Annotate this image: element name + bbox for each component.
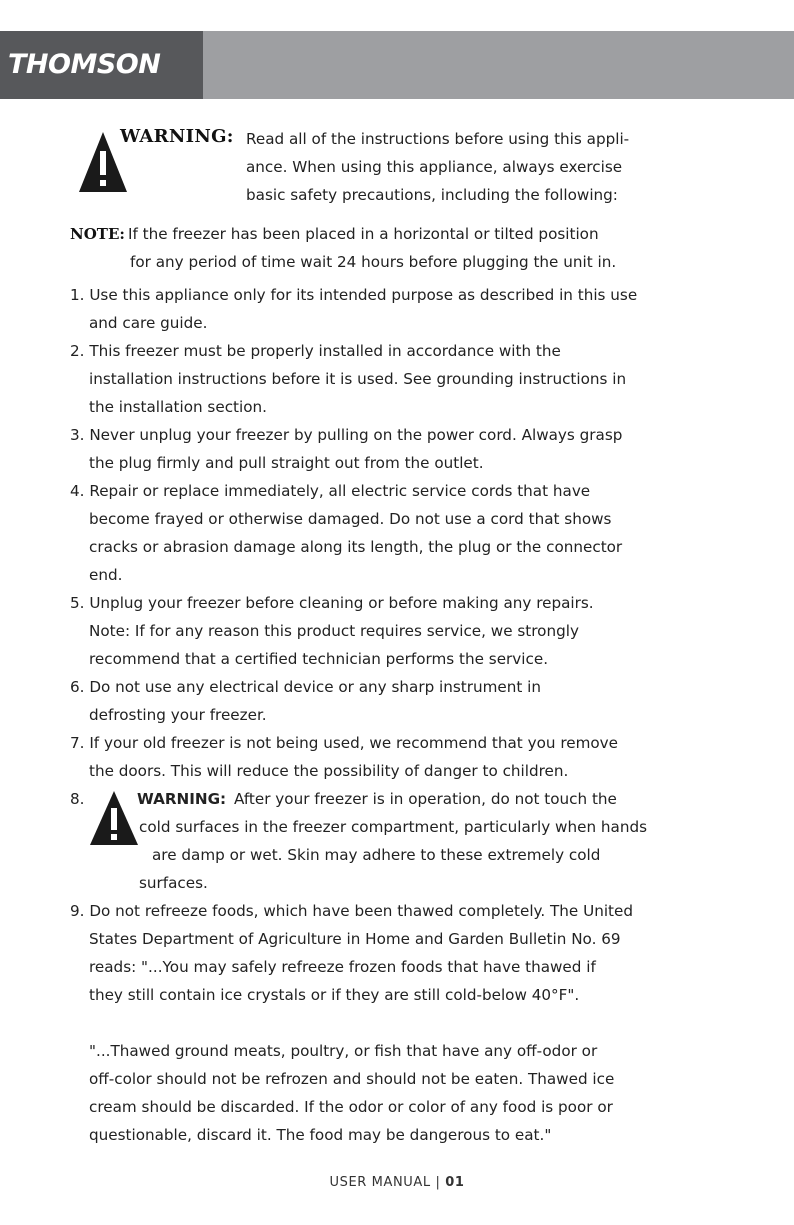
list-item-line: surfaces. — [139, 874, 208, 892]
quote-line: "...Thawed ground meats, poultry, or fish that have any off-odor or — [89, 1042, 598, 1060]
page-footer — [0, 1175, 794, 1190]
brand-logo: THOMSON — [8, 49, 161, 80]
list-item-line: 9. Do not refreeze foods, which have been thawed completely. The United — [70, 902, 633, 920]
list-item-line: States Department of Agriculture in Home and Garden Bulletin No. 69 — [89, 930, 621, 948]
list-item-line: 5. Unplug your freezer before cleaning or before making any repairs. — [70, 594, 594, 612]
list-item-line: defrosting your freezer. — [89, 706, 267, 724]
quote-line: cream should be discarded. If the odor or color of any food is poor or — [89, 1098, 613, 1116]
warning-text-line: Read all of the instructions before using this appli- — [246, 130, 630, 148]
list-item-line: the plug firmly and pull straight out from the outlet. — [89, 454, 484, 472]
header-bar — [0, 31, 794, 99]
list-item-line: cold surfaces in the freezer compartment, particularly when hands — [139, 818, 648, 836]
item8-warning-label: WARNING: — [137, 790, 227, 808]
quote-line: questionable, discard it. The food may be dangerous to eat." — [89, 1126, 552, 1144]
page-number: 01 — [445, 1175, 465, 1190]
list-item-line: and care guide. — [89, 314, 208, 332]
list-item-line: reads: "...You may safely refreeze frozen foods that have thawed if — [89, 958, 596, 976]
warning-label: WARNING: — [120, 126, 234, 147]
quote-line: off-color should not be refrozen and should not be eaten. Thawed ice — [89, 1070, 615, 1088]
list-item-line: 3. Never unplug your freezer by pulling on the power cord. Always grasp — [70, 426, 623, 444]
list-item-line: 1. Use this appliance only for its intended purpose as described in this use — [70, 286, 638, 304]
list-item-line: installation instructions before it is used. See grounding instructions in — [89, 370, 627, 388]
note-text-line: for any period of time wait 24 hours before plugging the unit in. — [130, 253, 617, 271]
list-item-line: the doors. This will reduce the possibility of danger to children. — [89, 762, 569, 780]
list-item-line: Note: If for any reason this product requires service, we strongly — [89, 622, 579, 640]
list-item-number: 8. — [70, 790, 85, 808]
warning-text-line: ance. When using this appliance, always exercise — [246, 158, 623, 176]
list-item-line: recommend that a certified technician performs the service. — [89, 650, 549, 668]
warning-triangle-icon — [89, 790, 139, 846]
list-item-line: cracks or abrasion damage along its length, the plug or the connector — [89, 538, 623, 556]
brand-box — [0, 31, 203, 99]
note-label: NOTE: — [70, 225, 125, 243]
list-item-line: they still contain ice crystals or if they are still cold-below 40°F". — [89, 986, 580, 1004]
list-item-line: 6. Do not use any electrical device or any sharp instrument in — [70, 678, 542, 696]
list-item-line: become frayed or otherwise damaged. Do not use a cord that shows — [89, 510, 612, 528]
list-item-line: After your freezer is in operation, do not touch the — [234, 790, 617, 808]
list-item-line: end. — [89, 566, 123, 584]
footer-label: USER MANUAL | — [329, 1175, 441, 1190]
note-text-line: If the freezer has been placed in a horizontal or tilted position — [128, 225, 599, 243]
list-item-line: 7. If your old freezer is not being used, we recommend that you remove — [70, 734, 618, 752]
warning-text-line: basic safety precautions, including the following: — [246, 186, 618, 204]
list-item-line: are damp or wet. Skin may adhere to these extremely cold — [152, 846, 601, 864]
list-item-line: 4. Repair or replace immediately, all electric service cords that have — [70, 482, 591, 500]
list-item-line: 2. This freezer must be properly installed in accordance with the — [70, 342, 561, 360]
list-item-line: the installation section. — [89, 398, 267, 416]
